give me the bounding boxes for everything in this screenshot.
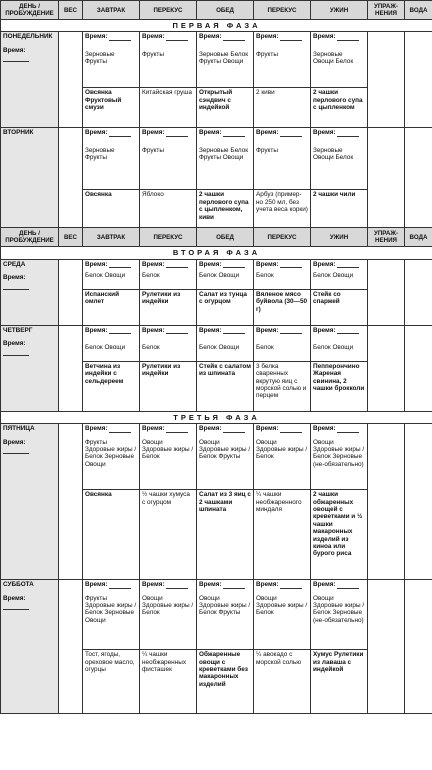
food-cell: ¼ чашки необжаренного миндаля [254,490,311,580]
col-water: ВОДА [405,1,432,20]
time-line[interactable] [3,282,29,290]
col-snack1: ПЕРЕКУС [140,228,197,247]
food-cell: Рулетики из индейки [140,361,197,411]
meal-cell: Время: Белок Овощи [311,259,368,289]
day-cell [1,580,59,714]
food-cell: Стейк с салатом из шпината [197,361,254,411]
day-cell [1,32,59,128]
meal-cell: Время: Белок Овощи [311,325,368,361]
food-cell: ¼ чашки необжаренных фисташек [140,650,197,714]
food-cell: Овсянка [83,490,140,580]
water-cell[interactable] [405,128,432,228]
meal-cell: Время: Белок Овощи [83,325,140,361]
food-cell: 2 чашки обжаренных овощей с креветками и ½ чашки макаронных изделий из киноа или бурого риса [311,490,368,580]
meal-cell: Время: Белок [140,259,197,289]
water-cell[interactable] [405,580,432,714]
water-cell[interactable] [405,32,432,128]
col-breakfast: ЗАВТРАК [83,228,140,247]
day-name: ПЯТНИЦА [3,425,35,433]
meal-cell: Время: Белок Овощи [197,325,254,361]
col-snack2: ПЕРЕКУС [254,1,311,20]
food-cell: Салат из тунца с огурцом [197,289,254,325]
meal-cell: Время: Овощи Здоровые жиры / Белок [140,424,197,490]
meal-cell: Время: Овощи Здоровые жиры / Белок Фрукты [197,424,254,490]
food-cell: 2 киви [254,88,311,128]
food-cell: Яблоко [140,190,197,228]
food-cell: Хумус Рулетики из лаваша с индейкой [311,650,368,714]
exercise-cell[interactable] [368,128,405,228]
time-label: Время: [3,438,26,446]
weight-cell[interactable] [59,580,83,714]
meal-cell: Время: Фрукты [140,128,197,190]
header-row [1,228,432,247]
meal-cell: Время: Зерновые Фрукты [83,32,140,88]
food-cell: Пепперончино Жареная свинина, 2 чашки брокколи [311,361,368,411]
meal-cell: Время: Овощи Здоровые жиры / Белок [254,424,311,490]
meal-cell: Время: Белок [254,259,311,289]
col-dinner: УЖИН [311,228,368,247]
food-cell: Овсянка [83,190,140,228]
food-cell: Вяленое мясо буйвола (30—50 г) [254,289,311,325]
exercise-cell[interactable] [368,424,405,580]
header-row [1,1,432,20]
day-cell [1,259,59,325]
food-cell: Арбуз (пример-но 250 мл, без учета веса корки) [254,190,311,228]
meal-cell: Время: Белок [140,325,197,361]
meal-cell: Время: Фрукты [254,32,311,88]
time-label: Время: [3,46,26,54]
col-day: ДЕНЬ / ПРОБУЖДЕНИЕ [1,1,59,20]
time-line[interactable] [3,54,29,62]
water-cell[interactable] [405,325,432,411]
meal-cell: Время: Фрукты [254,128,311,190]
exercise-cell[interactable] [368,580,405,714]
col-exercise: УПРАЖ-НЕНИЯ [368,228,405,247]
meal-cell: Время: Овощи Здоровые жиры / Белок [140,580,197,650]
day-name: СУББОТА [3,581,34,589]
meal-cell: Время: Зерновые Фрукты [83,128,140,190]
weight-cell[interactable] [59,424,83,580]
day-cell [1,325,59,411]
weight-cell[interactable] [59,128,83,228]
food-cell: 2 чашки перлового супа с цыпленком, киви [197,190,254,228]
food-cell: ¼ авокадо с морской солью [254,650,311,714]
time-line[interactable] [3,602,29,610]
meal-cell: Время: Зерновые Овощи Белок [311,32,368,88]
meal-cell: Время: Зерновые Белок Фрукты Овощи [197,128,254,190]
time-label: Время: [3,340,26,348]
meal-cell: Время: Фрукты Здоровые жиры / Белок Зерновые Овощи [83,580,140,650]
food-cell: 3 белка сваренных вкрутую яиц с морской солью и перцем [254,361,311,411]
col-snack1: ПЕРЕКУС [140,1,197,20]
meal-cell: Время: Белок Овощи [83,259,140,289]
food-cell: Открытый сэндвич с индейкой [197,88,254,128]
meal-cell: Время: Зерновые Белок Фрукты Овощи [197,32,254,88]
food-cell: Стейк со спаржей [311,289,368,325]
time-label: Время: [3,274,26,282]
col-lunch: ОБЕД [197,1,254,20]
col-breakfast: ЗАВТРАК [83,1,140,20]
day-name: ПОНЕДЕЛЬНИК [3,33,53,41]
time-label: Время: [3,594,26,602]
meal-cell: Время: Фрукты [140,32,197,88]
col-dinner: УЖИН [311,1,368,20]
meal-cell: Время: Зерновые Овощи Белок [311,128,368,190]
meal-cell: Время: Овощи Здоровые жиры / Белок Фрукты [197,580,254,650]
food-cell: Ветчина из индейки с сельдереем [83,361,140,411]
meal-cell: Время: Белок Овощи [197,259,254,289]
day-name: ВТОРНИК [3,129,34,137]
weight-cell[interactable] [59,325,83,411]
weight-cell[interactable] [59,259,83,325]
time-line[interactable] [3,348,29,356]
day-cell [1,128,59,228]
day-name: СРЕДА [3,260,26,268]
meal-cell: Время: Фрукты Здоровые жиры / Белок Зерновые Овощи [83,424,140,490]
day-cell [1,424,59,580]
food-cell: Рулетики из индейки [140,289,197,325]
meal-cell: Время: Белок [254,325,311,361]
col-weight: ВЕС [59,1,83,20]
food-cell: Испанский омлет [83,289,140,325]
food-cell: Китайская груша [140,88,197,128]
weight-cell[interactable] [59,32,83,128]
exercise-cell[interactable] [368,32,405,128]
col-water: ВОДА [405,228,432,247]
food-cell: 2 чашки чили [311,190,368,228]
food-cell: ½ чашки хумуса с огурцом [140,490,197,580]
col-weight: ВЕС [59,228,83,247]
time-line[interactable] [3,446,29,454]
meal-cell: Время: Овощи Здоровые жиры / Белок Зерновые (не-обязательно) [311,424,368,490]
food-cell: 2 чашки перлового супа с цыпленком [311,88,368,128]
food-cell: Овсянка Фруктовый смузи [83,88,140,128]
day-name: ЧЕТВЕРГ [3,326,33,334]
phase-title: ТРЕТЬЯ ФАЗА [1,411,432,423]
exercise-cell[interactable] [368,259,405,325]
col-day: ДЕНЬ / ПРОБУЖДЕНИЕ [1,228,59,247]
water-cell[interactable] [405,424,432,580]
col-exercise: УПРАЖ-НЕНИЯ [368,1,405,20]
water-cell[interactable] [405,259,432,325]
food-cell: Обжаренные овощи с креветками без макаронных изделий [197,650,254,714]
phase-title: ПЕРВАЯ ФАЗА [1,20,432,32]
phase-title: ВТОРАЯ ФАЗА [1,247,432,259]
col-lunch: ОБЕД [197,228,254,247]
exercise-cell[interactable] [368,325,405,411]
meal-cell: Время: Овощи Здоровые жиры / Белок [254,580,311,650]
meal-cell: Время: Овощи Здоровые жиры / Белок Зерновые (не-обязательно) [311,580,368,650]
col-snack2: ПЕРЕКУС [254,228,311,247]
food-cell: Салат из 3 яиц с 2 чашками шпината [197,490,254,580]
food-cell: Тост, ягоды, ореховое масло, огурцы [83,650,140,714]
